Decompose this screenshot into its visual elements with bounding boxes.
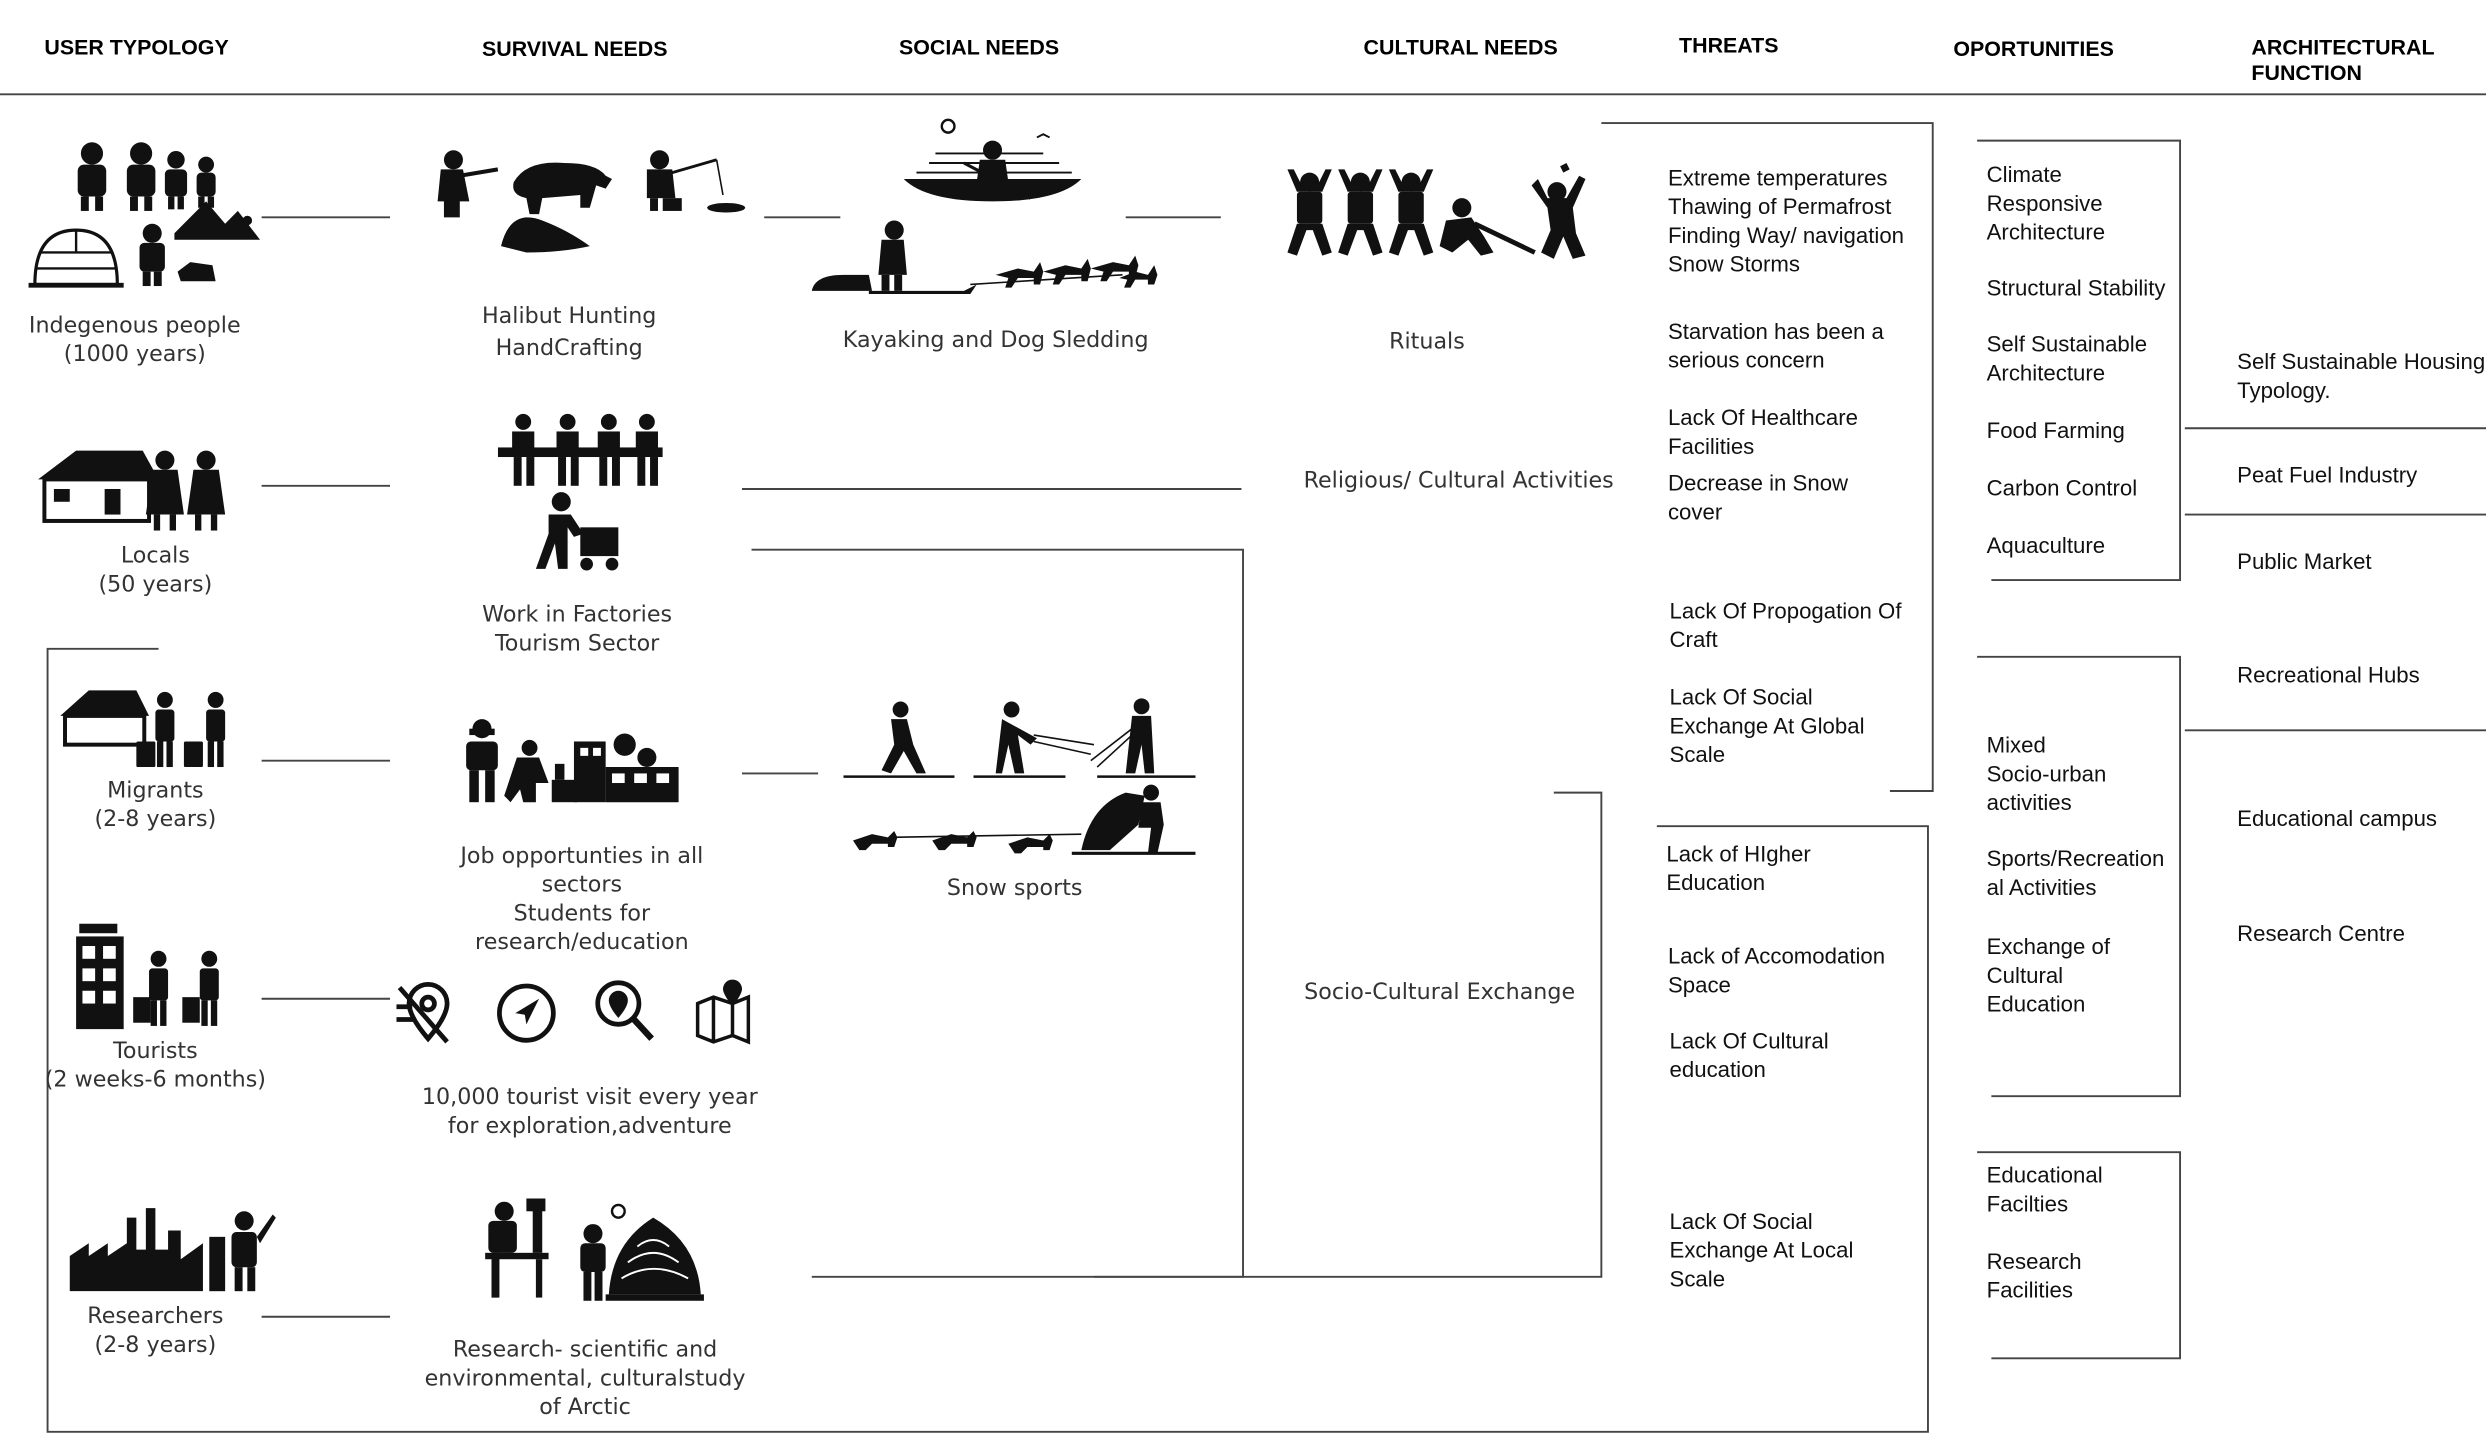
workers-machinery-icon xyxy=(460,716,682,805)
user-locals-name: Locals xyxy=(120,543,190,569)
house-travellers-icon xyxy=(57,687,241,776)
function-research-centre: Research Centre xyxy=(2237,920,2405,947)
function-educational-campus: Educational campus xyxy=(2237,805,2438,831)
opportunity-climate-responsive: Climate Responsive Architecture xyxy=(1986,161,2106,245)
social-kayaking-dog-sledding: Kayaking and Dog Sledding xyxy=(842,327,1149,354)
social-snow-sports: Snow sports xyxy=(946,875,1083,902)
function-peat-fuel-industry: Peat Fuel Industry xyxy=(2237,461,2418,488)
factory-worker-icon xyxy=(67,1202,276,1295)
threat-starvation: Starvation has been a serious concern xyxy=(1667,318,1884,373)
opportunity-aquaculture: Aquaculture xyxy=(1986,532,2106,558)
threat-higher-education: Lack of HIgher Education xyxy=(1666,840,1811,895)
survival-work-in-factories: Work in Factories Tourism Sector xyxy=(482,602,673,657)
header-user-typology: USER TYPOLOGY xyxy=(44,35,229,60)
opportunity-sports-recreation: Sports/Recreation al Activities xyxy=(1986,845,2165,900)
no-location-icon xyxy=(396,981,459,1045)
opportunity-structural-stability: Structural Stability xyxy=(1986,274,2166,301)
threat-extreme-temperatures: Extreme temperatures Thawing of Permafrost Finding Way/ navigation Snow Storms xyxy=(1667,164,1905,277)
user-tourists-duration: (2 weeks-6 months) xyxy=(44,1067,266,1094)
threat-accommodation: Lack of Accomodation Space xyxy=(1667,942,1886,998)
survival-research: Research- scientific and environmental, culturalstudy of Arctic xyxy=(424,1337,746,1421)
threat-social-exchange-global: Lack Of Social Exchange At Global Scale xyxy=(1669,683,1865,768)
user-migrants-duration: (2-8 years) xyxy=(94,806,217,833)
search-location-icon xyxy=(593,978,656,1045)
user-researchers-duration: (2-8 years) xyxy=(94,1332,217,1359)
user-indigenous-duration: (1000 years) xyxy=(63,341,206,368)
opportunity-carbon-control: Carbon Control xyxy=(1986,474,2138,501)
opportunity-mixed-socio-urban: Mixed Socio-urban activities xyxy=(1986,731,2107,815)
threat-snow-cover: Decrease in Snow cover xyxy=(1667,469,1849,525)
header-threats: THREATS xyxy=(1679,33,1779,58)
header-architectural-function: ARCHITECTURAL FUNCTION xyxy=(2251,35,2435,85)
kayak-dog-sled-icon xyxy=(805,115,1160,307)
opportunity-cultural-education: Exchange of Cultural Education xyxy=(1986,933,2111,1017)
user-tourists-name: Tourists xyxy=(113,1038,198,1065)
threat-cultural-education: Lack Of Cultural education xyxy=(1669,1027,1829,1082)
opportunity-self-sustainable: Self Sustainable Architecture xyxy=(1986,330,2148,386)
opportunity-educational-facilities: Educational Facilties xyxy=(1986,1161,2103,1217)
ritual-dancers-icon xyxy=(1278,160,1595,269)
header-social-needs: SOCIAL NEEDS xyxy=(898,35,1060,60)
cultural-rituals: Rituals xyxy=(1389,329,1465,355)
function-recreational-hubs: Recreational Hubs xyxy=(2237,661,2420,688)
inuit-family-igloo-icon xyxy=(29,137,264,290)
threat-healthcare: Lack Of Healthcare Facilities xyxy=(1667,404,1858,459)
user-indigenous-name: Indegenous people xyxy=(28,313,241,339)
survival-job-opportunities: Job opportunties in all sectors Students for research/education xyxy=(460,843,704,956)
header-opportunities: OPORTUNITIES xyxy=(1953,36,2114,61)
survival-tourist-visits: 10,000 tourist visit every year for exploration,adventure xyxy=(421,1085,758,1140)
user-locals-duration: (50 years) xyxy=(98,572,213,598)
house-family-icon xyxy=(35,444,238,533)
function-public-market: Public Market xyxy=(2237,548,2372,574)
survival-halibut-hunting: Halibut Hunting HandCrafting xyxy=(481,303,657,362)
threat-social-exchange-local: Lack Of Social Exchange At Local Scale xyxy=(1669,1208,1854,1292)
opportunity-food-farming: Food Farming xyxy=(1986,417,2125,443)
cultural-religious-activities: Religious/ Cultural Activities xyxy=(1303,468,1614,494)
user-researchers-name: Researchers xyxy=(87,1303,224,1330)
user-migrants-name: Migrants xyxy=(107,778,204,804)
factory-workers-cart-icon xyxy=(498,412,663,572)
header-survival-needs: SURVIVAL NEEDS xyxy=(481,36,668,61)
skiing-dog-sled-icon xyxy=(843,697,1198,860)
opportunity-research-facilities: Research Facilities xyxy=(1986,1248,2082,1303)
header-cultural-needs: CULTURAL NEEDS xyxy=(1363,35,1558,60)
hunting-polar-bear-seal-fishing-icon xyxy=(431,147,748,265)
threat-craft-propagation: Lack Of Propogation Of Craft xyxy=(1669,597,1902,652)
map-pin-icon xyxy=(694,978,751,1045)
hotel-travellers-icon xyxy=(73,924,238,1033)
function-self-sustainable-housing: Self Sustainable Housing Typology. xyxy=(2237,348,2486,403)
cultural-socio-cultural-exchange: Socio-Cultural Exchange xyxy=(1304,979,1576,1006)
researchers-lab-icon xyxy=(476,1195,704,1304)
navigation-icon xyxy=(495,981,558,1045)
